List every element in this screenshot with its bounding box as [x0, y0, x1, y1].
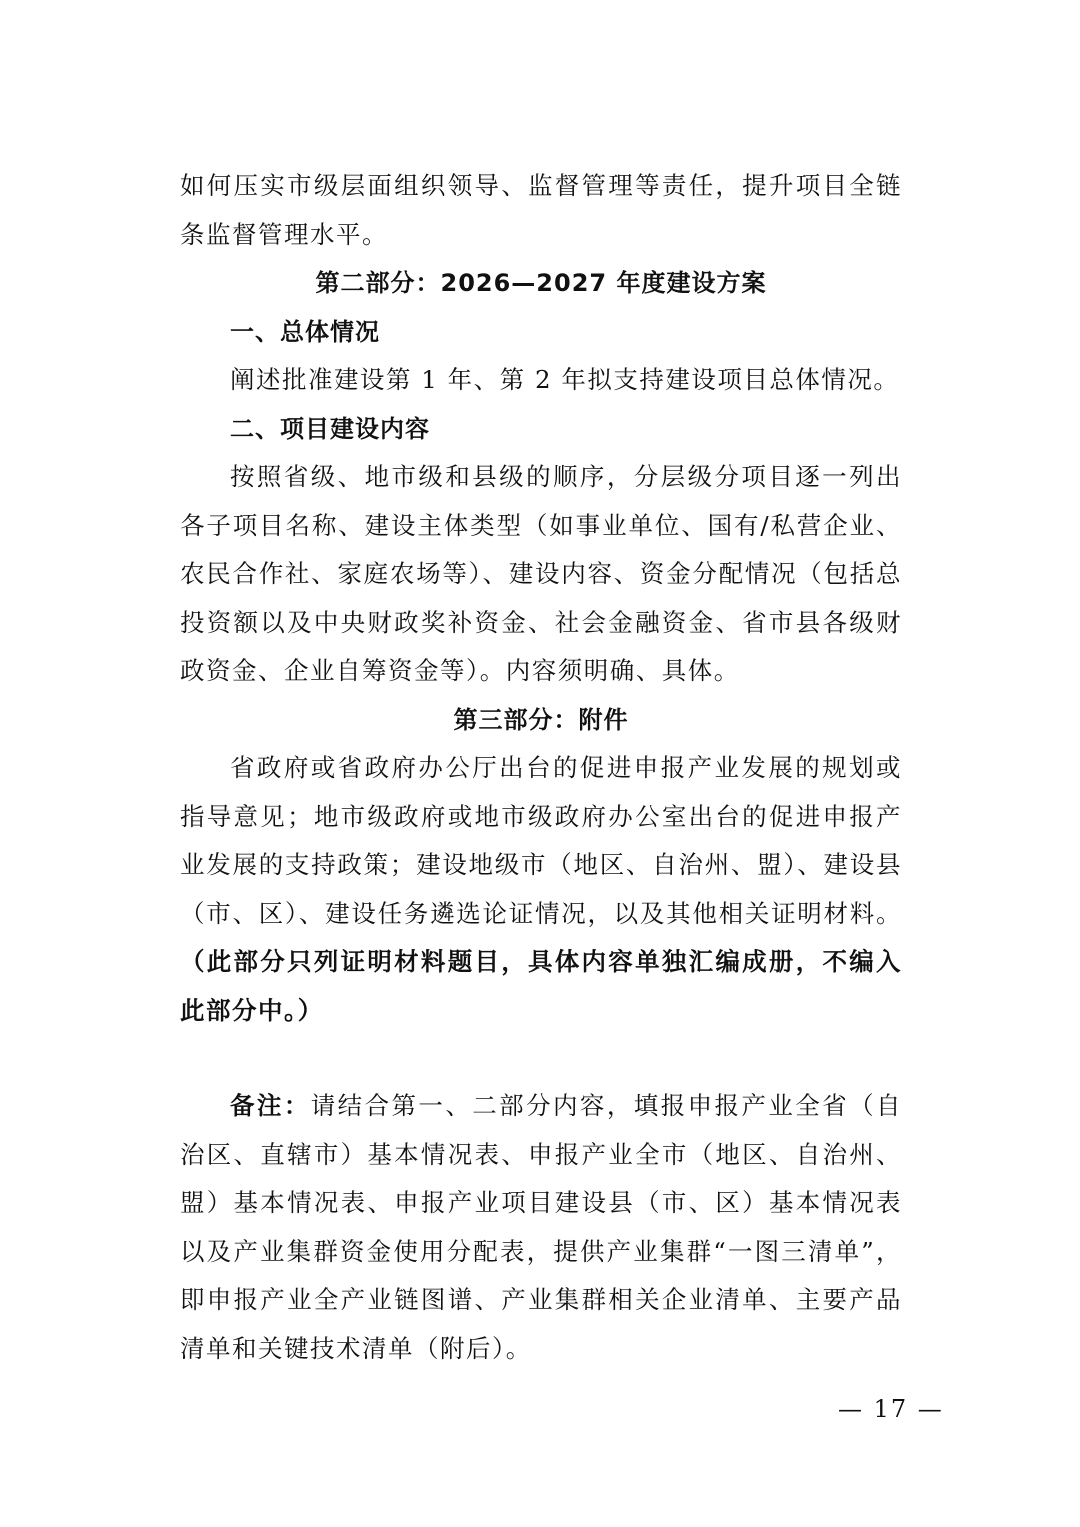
note-paragraph [180, 1082, 902, 1373]
intro-paragraph: 如何压实市级层面组织领导、监督管理等责任，提升项目全链条监督管理水平。 [180, 171, 902, 249]
note-label: 备注： [230, 1091, 311, 1120]
part3-body-bold-note: （此部分只列证明材料题目，具体内容单独汇编成册，不编入此部分中。） [180, 947, 902, 1025]
part3-body [180, 744, 902, 1035]
section2-heading: 二、项目建设内容 [230, 414, 430, 443]
page-number: — 17 — [838, 1395, 944, 1423]
section1-body: 阐述批准建设第 1 年、第 2 年拟支持建设项目总体情况。 [230, 365, 900, 394]
spacer [180, 1035, 902, 1082]
part2-title: 第二部分：2026—2027 年度建设方案 [315, 269, 767, 297]
document-body [180, 162, 902, 1373]
note-body: 请结合第一、二部分内容，填报申报产业全省（自治区、直辖市）基本情况表、申报产业全市（地区、自治州、盟）基本情况表、申报产业项目建设县（市、区）基本情况表以及产业集群资金使用分配表，提供产业集群“一图三清单”，即申报产业全产业链图谱、产业集群相关企业清单、主要产品清单和关键技术清单（附后）。 [180, 1091, 902, 1363]
section1-heading: 一、总体情况 [230, 317, 380, 346]
part3-body-text: 省政府或省政府办公厅出台的促进申报产业发展的规划或指导意见；地市级政府或地市级政府办公室出台的促进申报产业发展的支持政策；建设地级市（地区、自治州、盟）、建设县（市、区）、建设任务遴选论证情况，以及其他相关证明材料。 [180, 753, 902, 928]
section2-body: 按照省级、地市级和县级的顺序，分层级分项目逐一列出各子项目名称、建设主体类型（如事业单位、国有/私营企业、农民合作社、家庭农场等）、建设内容、资金分配情况（包括总投资额以及中央财政奖补资金、社会金融资金、省市县各级财政资金、企业自筹资金等）。内容须明确、具体。 [180, 462, 902, 685]
part3-title: 第三部分：附件 [453, 705, 629, 734]
